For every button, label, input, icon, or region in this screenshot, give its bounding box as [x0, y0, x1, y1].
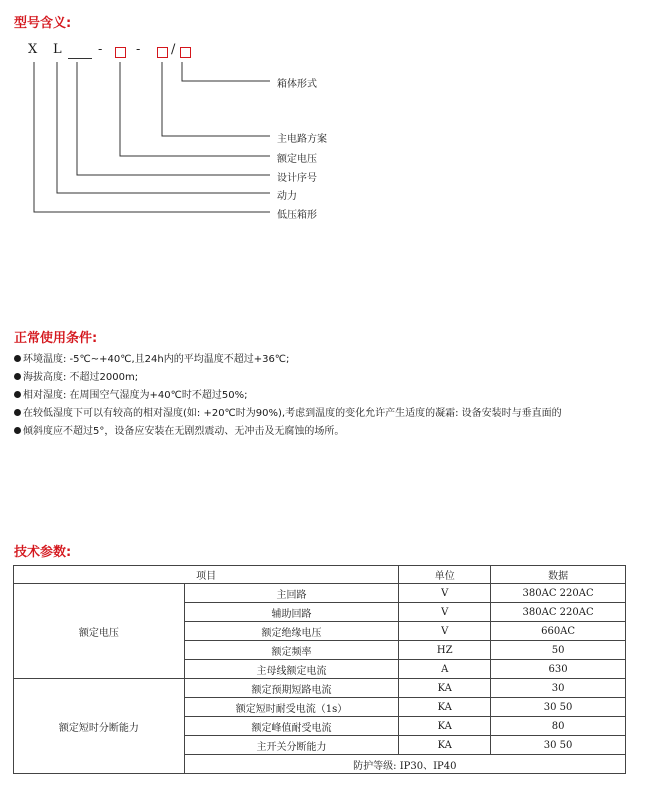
legend-low-voltage-box: 低压箱形: [277, 210, 317, 221]
row-value: 30: [491, 679, 626, 698]
bullet-icon: [14, 391, 21, 398]
condition-item: 倾斜度应不超过5°，设备应安装在无剧烈震动、无冲击及无腐蚀的场所。: [14, 422, 344, 437]
row-value: 30 50: [491, 736, 626, 755]
tech-heading: 技术参数:: [14, 545, 72, 560]
row-unit: KA: [399, 717, 491, 736]
row-unit: KA: [399, 679, 491, 698]
row-name: 辅助回路: [184, 603, 399, 622]
protection-level: 防护等级: IP30、IP40: [184, 755, 625, 774]
table-header-row: [14, 566, 626, 584]
conditions-heading: 正常使用条件:: [14, 331, 98, 346]
leader-line-low-voltage-box: [34, 62, 270, 212]
legend-rated-voltage: 额定电压: [277, 154, 317, 165]
legend-box-type: 箱体形式: [277, 79, 317, 90]
row-name: 主母线额定电流: [184, 660, 399, 679]
code-letter-l: L: [53, 42, 62, 57]
row-value: 380AC 220AC: [491, 603, 626, 622]
code-slash: /: [171, 42, 176, 57]
leader-line-box-type: [182, 62, 270, 81]
row-unit: KA: [399, 736, 491, 755]
row-name: 额定绝缘电压: [184, 622, 399, 641]
row-value: 380AC 220AC: [491, 584, 626, 603]
bullet-icon: [14, 355, 21, 362]
row-name: 主开关分断能力: [184, 736, 399, 755]
row-name: 额定峰值耐受电流: [184, 717, 399, 736]
row-unit: KA: [399, 698, 491, 717]
bullet-icon: [14, 373, 21, 380]
bullet-icon: [14, 427, 21, 434]
table-row: [14, 679, 626, 698]
row-value: 660AC: [491, 622, 626, 641]
row-value: 80: [491, 717, 626, 736]
legend-power: 动力: [277, 191, 297, 202]
code-letter-x: X: [28, 42, 38, 57]
row-unit: HZ: [399, 641, 491, 660]
condition-item: 相对湿度: 在周围空气湿度为+40℃时不超过50%;: [14, 386, 247, 401]
tech-spec-table: [13, 565, 626, 774]
legend-main-circuit: 主电路方案: [277, 134, 327, 145]
row-name: 主回路: [184, 584, 399, 603]
group-label-short-time-breaking: 额定短时分断能力: [14, 679, 185, 774]
header-data: 数据: [491, 566, 626, 584]
row-name: 额定预期短路电流: [184, 679, 399, 698]
code-dash: -: [98, 42, 103, 56]
row-unit: V: [399, 622, 491, 641]
legend-design-serial: 设计序号: [277, 173, 317, 184]
condition-item: 海拔高度: 不超过2000m;: [14, 368, 138, 383]
bullet-icon: [14, 409, 21, 416]
row-value: 50: [491, 641, 626, 660]
table-row: [14, 584, 626, 603]
leader-line-power: [57, 62, 270, 193]
condition-item: 环境温度: -5℃~+40℃,且24h内的平均温度不超过+36℃;: [14, 350, 289, 365]
model-code-leader-lines: [0, 0, 650, 240]
condition-item: 在较低湿度下可以有较高的相对湿度(如: +20℃时为90%),考虑到温度的变化允许产生适度的凝霜: 设备安装时与垂直面的: [14, 404, 562, 419]
header-item: 项目: [14, 566, 399, 584]
row-value: 30 50: [491, 698, 626, 717]
code-dash: -: [136, 42, 141, 56]
header-unit: 单位: [399, 566, 491, 584]
row-name: 额定频率: [184, 641, 399, 660]
model-meaning-heading: 型号含义:: [14, 16, 72, 31]
leader-line-design-serial: [77, 62, 270, 175]
row-unit: V: [399, 603, 491, 622]
row-unit: V: [399, 584, 491, 603]
row-name: 额定短时耐受电流（1s）: [184, 698, 399, 717]
row-value: 630: [491, 660, 626, 679]
group-label-rated-voltage: 额定电压: [14, 584, 185, 679]
row-unit: A: [399, 660, 491, 679]
leader-line-main-circuit: [162, 62, 270, 136]
leader-line-rated-voltage: [120, 62, 270, 156]
